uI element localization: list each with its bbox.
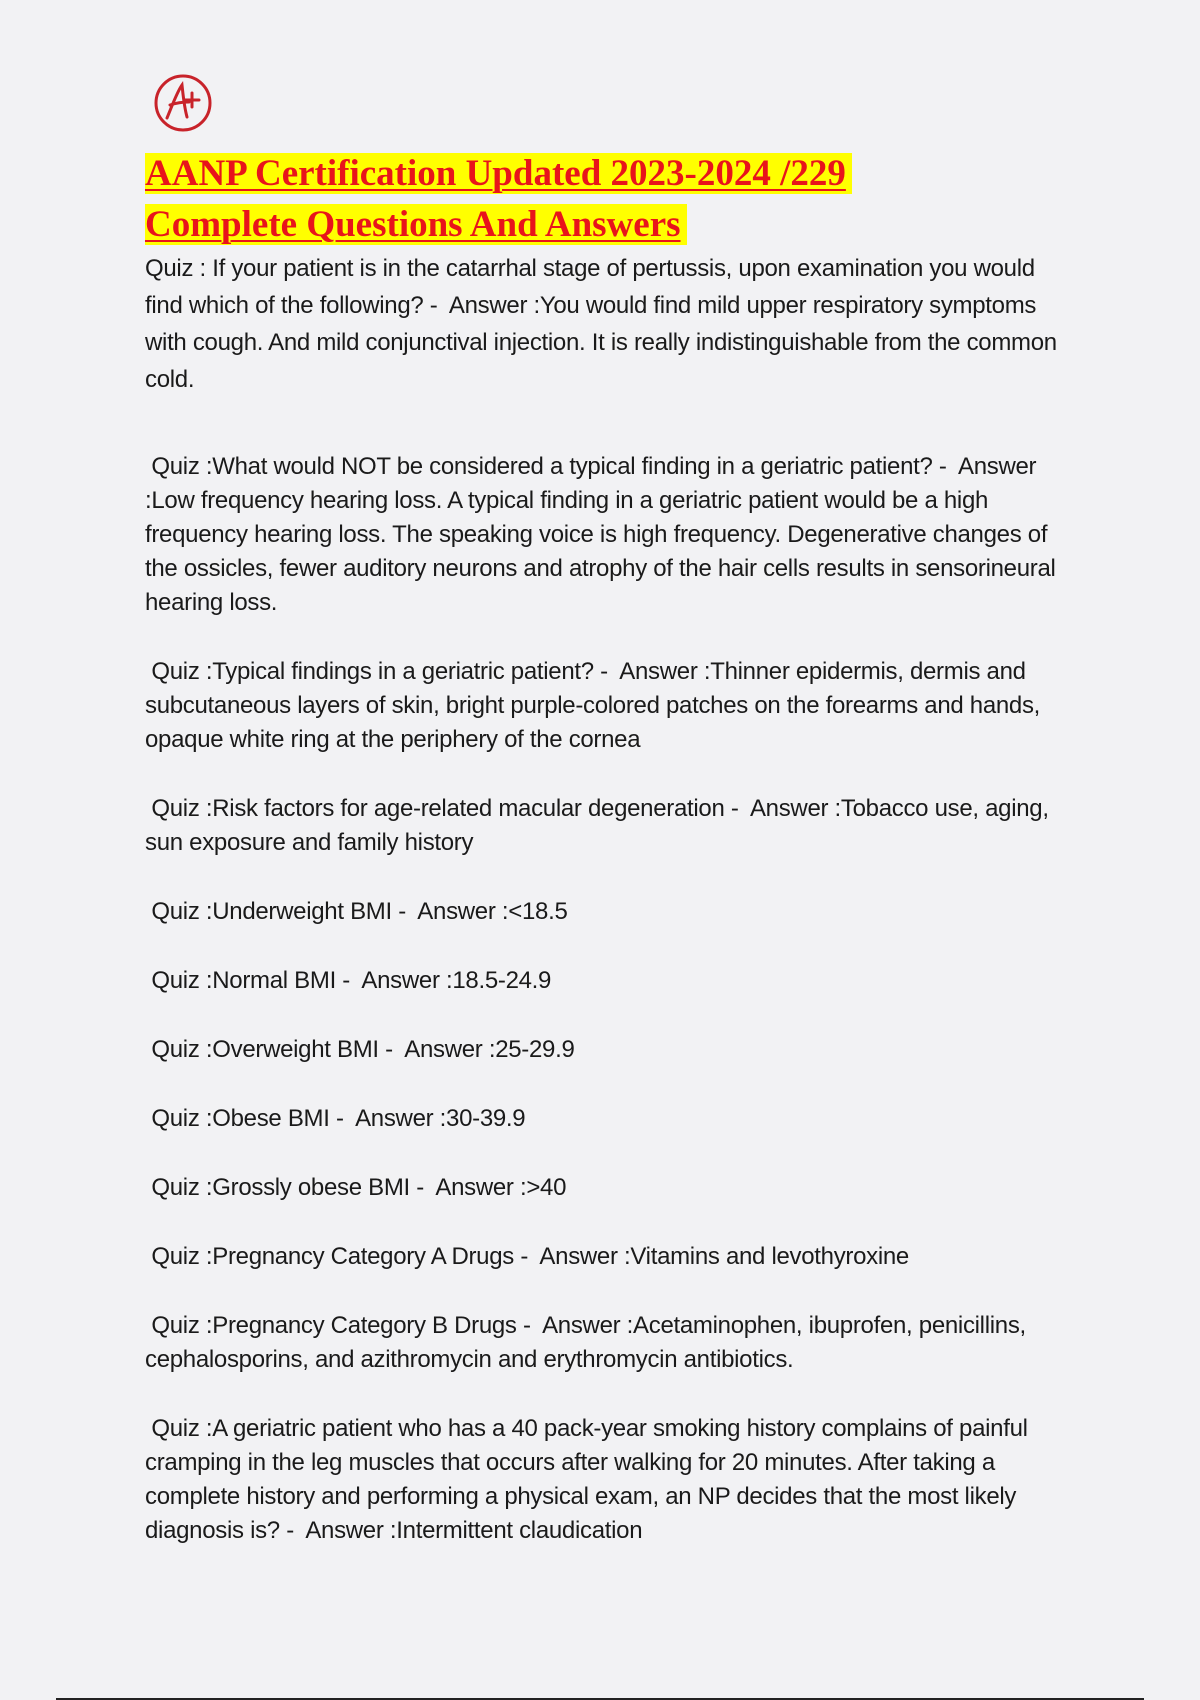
title-line-1: AANP Certification Updated 2023-2024 /229 [145, 153, 852, 194]
qa-item: Quiz :Underweight BMI - Answer :<18.5 [145, 898, 568, 925]
qa-item: Quiz :Pregnancy Category A Drugs - Answer :Vitamins and levothyroxine [145, 1243, 909, 1270]
qa-item: Quiz :Normal BMI - Answer :18.5-24.9 [145, 967, 552, 994]
qa-list [145, 250, 1065, 1583]
qa-item: Quiz : If your patient is in the catarrhal stage of pertussis, upon examination you would find which of the following? - Answer :You would find mild upper respiratory symptoms with cough. And mild conjunctival injection. It is really indistinguishable from the common cold. [145, 255, 1064, 393]
qa-item: Quiz :Pregnancy Category B Drugs - Answer :Acetaminophen, ibuprofen, penicillins, cephalosporins, and azithromycin and erythromycin antibiotics. [145, 1312, 1033, 1373]
qa-item: Quiz :Obese BMI - Answer :30-39.9 [145, 1105, 526, 1132]
document-title [145, 148, 1105, 250]
title-line-2: Complete Questions And Answers [145, 204, 687, 245]
qa-item: Quiz :Grossly obese BMI - Answer :>40 [145, 1174, 567, 1201]
grade-a-plus-icon [152, 72, 214, 134]
qa-item: Quiz :Overweight BMI - Answer :25-29.9 [145, 1036, 575, 1063]
qa-item: Quiz :What would NOT be considered a typical finding in a geriatric patient? - Answer :Low frequency hearing loss. A typical finding in a geriatric patient would be a high frequency hearing loss. The speaking voice is high frequency. Degenerative changes of the ossicles, fewer auditory neurons and atrophy of the hair cells results in sensorineural hearing loss. [145, 453, 1062, 616]
qa-item: Quiz :Typical findings in a geriatric patient? - Answer :Thinner epidermis, dermis and subcutaneous layers of skin, bright purple-colored patches on the forearms and hands, opaque white ring at the periphery of the cornea [145, 658, 1047, 753]
qa-item: Quiz :Risk factors for age-related macular degeneration - Answer :Tobacco use, aging, sun exposure and family history [145, 795, 1056, 856]
qa-item: Quiz :A geriatric patient who has a 40 pack-year smoking history complains of painful cramping in the leg muscles that occurs after walking for 20 minutes. After taking a complete history and performing a physical exam, an NP decides that the most likely diagnosis is? - Answer :Intermittent claudication [145, 1415, 1035, 1544]
